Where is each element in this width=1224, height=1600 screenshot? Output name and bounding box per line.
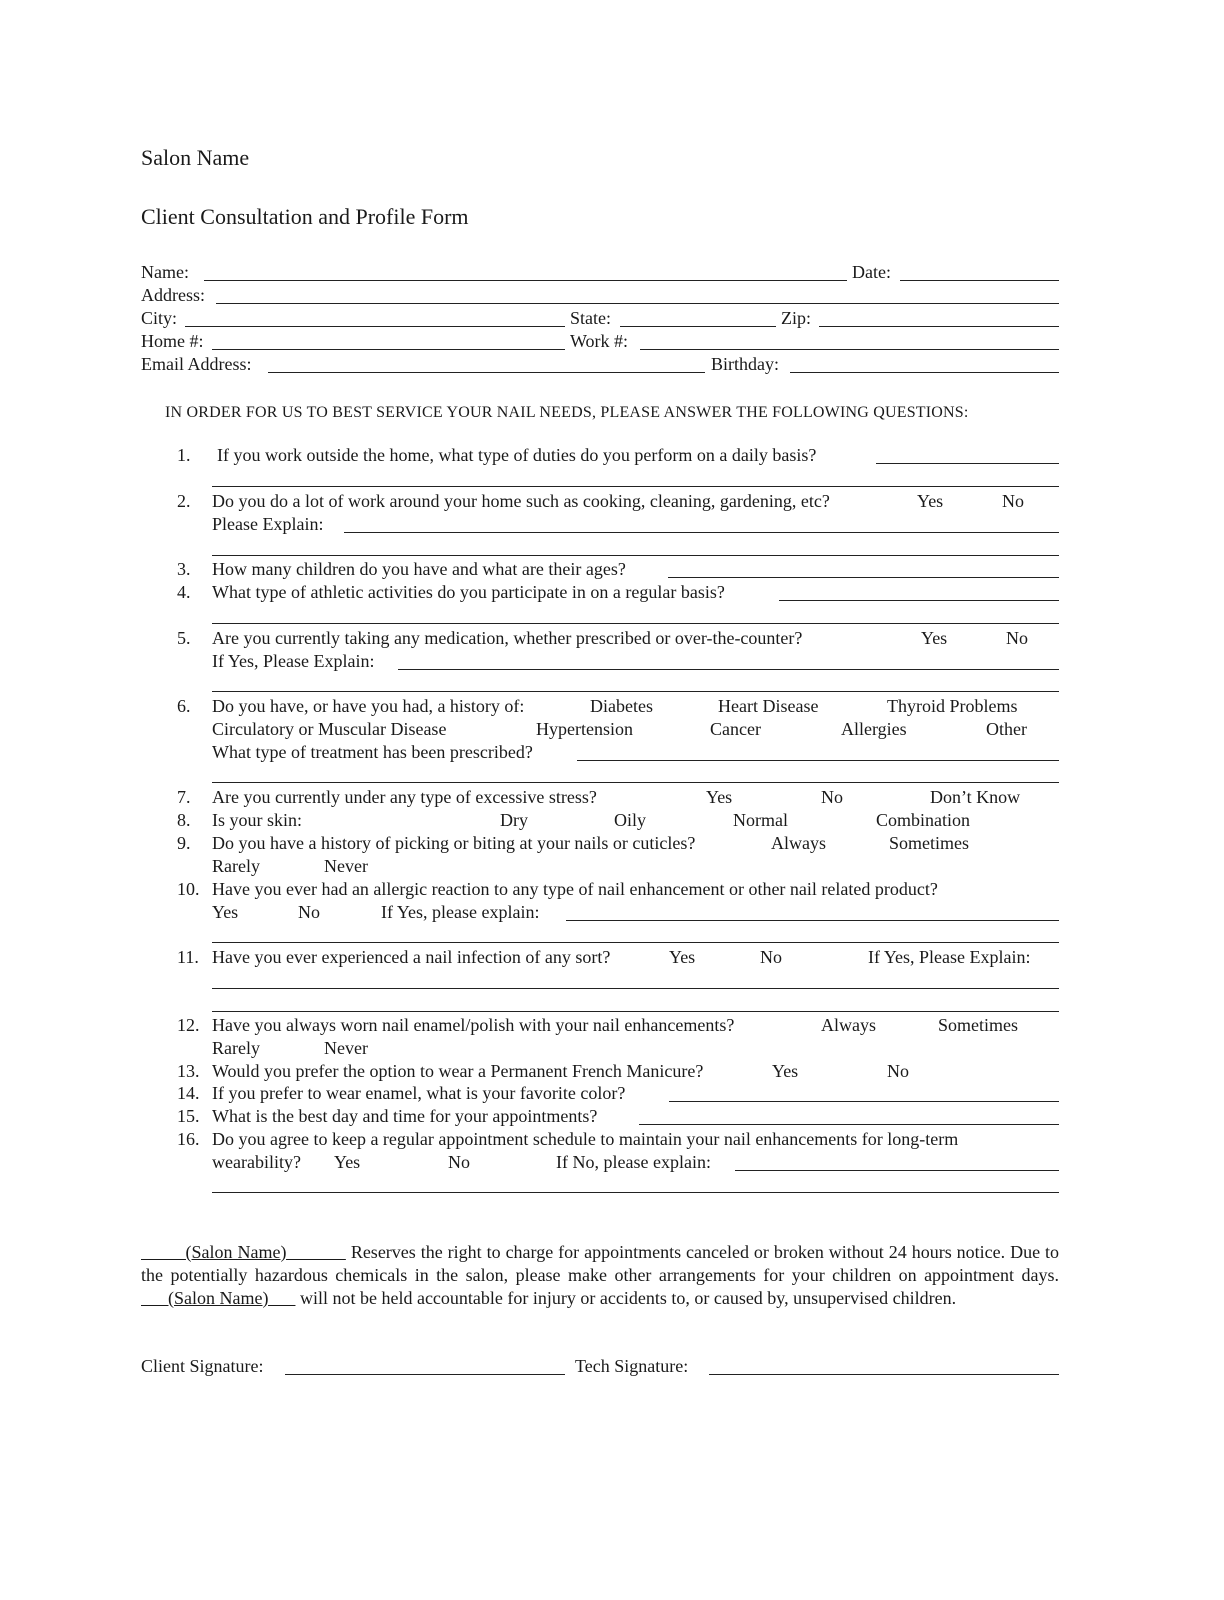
q8-number: 8. [177,810,191,830]
q16-explain-label: If No, please explain: [556,1152,711,1172]
q6-diabetes[interactable]: Diabetes [590,696,653,716]
q3-answer-line[interactable] [668,577,1059,578]
instructions: IN ORDER FOR US TO BEST SERVICE YOUR NAIL NEEDS, PLEASE ANSWER THE FOLLOWING QUESTIONS: [165,404,969,421]
q12-always[interactable]: Always [821,1015,876,1035]
q6-number: 6. [177,696,191,716]
tech-signature-line[interactable] [709,1374,1059,1375]
q12-number: 12. [177,1015,200,1035]
q1-text: If you work outside the home, what type of duties do you perform on a daily basis? [217,445,817,465]
q15-text: What is the best day and time for your appointments? [212,1106,598,1126]
zip-input[interactable] [819,326,1059,327]
q10-explain-label: If Yes, please explain: [381,902,540,922]
q16-no[interactable]: No [448,1152,470,1172]
work-phone-label: Work #: [570,331,629,351]
q12-never[interactable]: Never [324,1038,368,1058]
zip-label: Zip: [781,308,811,328]
q3-number: 3. [177,559,191,579]
q16-number: 16. [177,1129,200,1149]
q5-explain-line-2[interactable] [212,691,1059,692]
q9-never[interactable]: Never [324,856,368,876]
address-label: Address: [141,285,205,305]
q3-text: How many children do you have and what are their ages? [212,559,626,579]
q9-number: 9. [177,833,191,853]
q8-text: Is your skin: [212,810,302,830]
q14-number: 14. [177,1083,200,1103]
q10-explain-line[interactable] [566,920,1059,921]
q5-number: 5. [177,628,191,648]
q9-sometimes[interactable]: Sometimes [889,833,969,853]
q16-explain-line[interactable] [735,1170,1059,1171]
q16-text: Do you agree to keep a regular appointment schedule to maintain your nail enhancements for long-term [212,1129,959,1149]
policy-salon-name-1: (Salon Name) [185,1242,287,1262]
q2-number: 2. [177,491,191,511]
q1-number: 1. [177,445,191,465]
q14-answer-line[interactable] [669,1101,1059,1102]
q2-yes[interactable]: Yes [917,491,944,511]
q14-text: If you prefer to wear enamel, what is your favorite color? [212,1083,626,1103]
q4-text: What type of athletic activities do you participate in on a regular basis? [212,582,725,602]
q7-yes[interactable]: Yes [706,787,733,807]
q6-treatment-line[interactable] [577,760,1059,761]
q4-answer-line-2[interactable] [212,623,1059,624]
q12-text: Have you always worn nail enamel/polish with your nail enhancements? [212,1015,735,1035]
q11-explain-line-2[interactable] [212,1011,1059,1012]
q7-text: Are you currently under any type of excessive stress? [212,787,597,807]
q12-rarely[interactable]: Rarely [212,1038,260,1058]
q2-explain-line-2[interactable] [212,555,1059,556]
q2-no[interactable]: No [1002,491,1024,511]
birthday-label: Birthday: [711,354,779,374]
policy-paragraph [141,1241,1059,1310]
q5-explain-line[interactable] [398,669,1059,670]
q7-no[interactable]: No [821,787,843,807]
q12-sometimes[interactable]: Sometimes [938,1015,1018,1035]
q13-no[interactable]: No [887,1061,909,1081]
q15-answer-line[interactable] [639,1124,1059,1125]
q8-combination[interactable]: Combination [876,810,970,830]
policy-salon-name-2: (Salon Name) [168,1288,269,1308]
birthday-input[interactable] [790,372,1059,373]
salon-name: Salon Name [141,145,250,170]
q1-answer-line-2[interactable] [212,486,1059,487]
policy-text-1: Reserves the right to charge for appointments canceled or broken without 24 hours notice. Due to the potentially hazardous chemicals in the salon, please make other arrangements for your children on appointment days. [141,1242,1060,1285]
q9-rarely[interactable]: Rarely [212,856,260,876]
policy-text-2: will not be held accountable for injury or accidents to, or caused by, unsupervised children. [299,1288,957,1308]
q9-text: Do you have a history of picking or biting at your nails or cuticles? [212,833,696,853]
q11-no[interactable]: No [760,947,782,967]
q11-explain-line[interactable] [212,988,1059,989]
q7-dont-know[interactable]: Don’t Know [930,787,1021,807]
q6-circulatory[interactable]: Circulatory or Muscular Disease [212,719,447,739]
q13-yes[interactable]: Yes [772,1061,799,1081]
q15-number: 15. [177,1106,200,1126]
email-label: Email Address: [141,354,252,374]
q10-text: Have you ever had an allergic reaction to any type of nail enhancement or other nail related product? [212,879,938,899]
q2-text: Do you do a lot of work around your home such as cooking, cleaning, gardening, etc? [212,491,830,511]
q16-yes[interactable]: Yes [334,1152,361,1172]
q5-explain-label: If Yes, Please Explain: [212,651,375,671]
city-input[interactable] [185,326,565,327]
q9-always[interactable]: Always [771,833,826,853]
q6-hypertension[interactable]: Hypertension [536,719,633,739]
q10-number: 10. [177,879,200,899]
address-input[interactable] [216,303,1059,304]
q8-normal[interactable]: Normal [733,810,788,830]
q2-explain-label: Please Explain: [212,514,324,534]
q6-text: Do you have, or have you had, a history of: [212,696,525,716]
q8-dry[interactable]: Dry [500,810,528,830]
q11-text: Have you ever experienced a nail infection of any sort? [212,947,611,967]
q11-explain-label: If Yes, Please Explain: [868,947,1031,967]
q6-other[interactable]: Other [986,719,1027,739]
home-phone-label: Home #: [141,331,204,351]
q13-text: Would you prefer the option to wear a Permanent French Manicure? [212,1061,704,1081]
q5-no[interactable]: No [1006,628,1028,648]
q2-explain-line[interactable] [344,532,1059,533]
q6-heart-disease[interactable]: Heart Disease [718,696,819,716]
q10-yes[interactable]: Yes [212,902,239,922]
date-input[interactable] [900,280,1059,281]
q6-treatment-line-2[interactable] [212,782,1059,783]
q8-oily[interactable]: Oily [614,810,647,830]
q1-answer-line[interactable] [876,463,1059,464]
client-signature-label: Client Signature: [141,1356,264,1376]
q16-text-cont: wearability? [212,1152,301,1172]
state-input[interactable] [620,326,776,327]
q6-cancer[interactable]: Cancer [710,719,761,739]
q11-yes[interactable]: Yes [669,947,696,967]
city-label: City: [141,308,178,328]
work-phone-input[interactable] [640,349,1059,350]
name-input[interactable] [204,280,847,281]
form-title: Client Consultation and Profile Form [141,204,469,229]
q6-treatment-label: What type of treatment has been prescribed? [212,742,533,762]
state-label: State: [570,308,611,328]
q5-text: Are you currently taking any medication, whether prescribed or over-the-counter? [212,628,803,648]
q4-answer-line[interactable] [779,600,1059,601]
q13-number: 13. [177,1061,200,1081]
client-signature-line[interactable] [285,1374,565,1375]
q7-number: 7. [177,787,191,807]
q16-explain-line-2[interactable] [212,1192,1059,1193]
q4-number: 4. [177,582,191,602]
email-input[interactable] [268,372,705,373]
q6-allergies[interactable]: Allergies [841,719,907,739]
name-label: Name: [141,262,189,282]
q5-yes[interactable]: Yes [921,628,948,648]
q10-no[interactable]: No [298,902,320,922]
home-phone-input[interactable] [212,349,565,350]
tech-signature-label: Tech Signature: [575,1356,689,1376]
q11-number: 11. [177,947,199,967]
q6-thyroid-problems[interactable]: Thyroid Problems [887,696,1018,716]
date-label: Date: [852,262,891,282]
q10-explain-line-2[interactable] [212,942,1059,943]
